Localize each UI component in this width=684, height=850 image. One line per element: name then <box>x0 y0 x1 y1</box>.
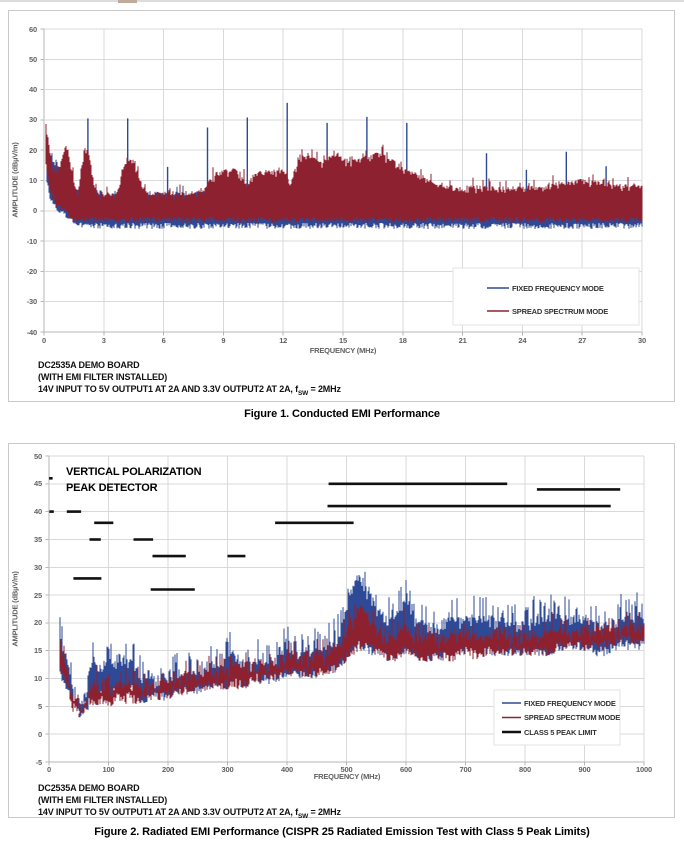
x-tick-label: 100 <box>102 764 115 774</box>
x-tick-label: 21 <box>458 336 467 345</box>
figure2-legend-fixed-frequency: FIXED FREQUENCY MODE <box>524 698 616 708</box>
figure2-caption: Figure 2. Radiated EMI Performance (CISPR 25 Radiated Emission Test with Class 5 Peak Limits) <box>94 826 590 838</box>
y-tick-label: 45 <box>34 479 42 489</box>
y-tick-label: 50 <box>29 54 37 64</box>
y-tick-label: 20 <box>29 145 37 155</box>
y-tick-label: -40 <box>26 327 37 337</box>
y-tick-label: 0 <box>33 206 37 216</box>
x-tick-label: 500 <box>340 764 353 774</box>
y-tick-label: 10 <box>29 176 37 185</box>
figure2-board-line3 <box>38 807 341 822</box>
y-tick-label: -10 <box>26 236 37 246</box>
y-tick-label: 10 <box>34 674 42 684</box>
figure1-y-axis-title: AMPLITUDE (dBµV/m) <box>10 142 20 218</box>
figure1-legend-box <box>453 268 639 325</box>
y-tick-label: -5 <box>35 757 42 767</box>
y-tick-label: 60 <box>29 24 37 34</box>
x-tick-label: 30 <box>638 336 646 345</box>
figure1-board-line2: (WITH EMI FILTER INSTALLED) <box>38 372 168 382</box>
x-tick-label: 0 <box>47 764 51 774</box>
figure1-legend-spread-spectrum: SPREAD SPECTRUM MODE <box>512 306 609 316</box>
y-tick-label: 0 <box>38 729 42 739</box>
y-tick-label: 35 <box>34 534 42 544</box>
figure1-board-line3-post: = 2MHz <box>308 384 341 394</box>
figure1-board-line1: DC2535A DEMO BOARD <box>38 360 140 370</box>
y-tick-label: 15 <box>34 646 42 656</box>
x-tick-label: 0 <box>42 336 46 345</box>
y-tick-label: 20 <box>34 618 42 628</box>
x-tick-label: 300 <box>221 764 234 774</box>
x-tick-label: 1000 <box>636 764 652 774</box>
x-tick-label: 600 <box>400 764 412 774</box>
y-tick-label: -30 <box>26 297 37 307</box>
figure2-board-line3-post: = 2MHz <box>308 807 341 817</box>
figure2-legend-class5-limit: CLASS 5 PEAK LIMIT <box>524 727 597 737</box>
x-tick-label: 900 <box>578 764 591 774</box>
figure1-caption: Figure 1. Conducted EMI Performance <box>244 408 440 420</box>
x-tick-label: 24 <box>518 336 527 345</box>
figure2-legend-spread-spectrum: SPREAD SPECTRUM MODE <box>524 713 621 722</box>
figure1-board-line3 <box>38 384 341 399</box>
x-tick-label: 12 <box>279 336 288 345</box>
y-tick-label: -20 <box>26 266 37 276</box>
y-tick-label: 40 <box>34 507 42 517</box>
x-tick-label: 700 <box>459 764 472 774</box>
y-tick-label: 25 <box>34 590 42 600</box>
x-tick-label: 3 <box>101 336 106 345</box>
figure2-board-line2: (WITH EMI FILTER INSTALLED) <box>38 795 168 805</box>
x-tick-label: 6 <box>161 336 166 345</box>
figure2-y-axis-title: AMPLITUDE (dBµV/m) <box>10 571 20 647</box>
x-tick-label: 9 <box>221 336 226 345</box>
figure2-board-line3-pre: 14V INPUT TO 5V OUTPUT1 AT 2A AND 3.3V OUTPUT2 AT 2A, f <box>38 807 298 817</box>
spread-spectrum-trace <box>46 124 642 223</box>
x-tick-label: 400 <box>281 764 293 774</box>
x-tick-label: 15 <box>339 336 347 345</box>
figure1-board-line3-sub: SW <box>297 389 309 397</box>
figure2-annotation-line1: VERTICAL POLARIZATION <box>66 466 202 478</box>
figure1-x-axis-title: FREQUENCY (MHz) <box>309 346 377 355</box>
x-tick-label: 200 <box>162 764 174 774</box>
y-tick-label: 30 <box>34 562 42 572</box>
y-tick-label: 40 <box>29 85 37 95</box>
class5-peak-limit-segments <box>49 478 620 589</box>
figure2-board-line3-sub: SW <box>297 812 309 820</box>
figure1-legend-fixed-frequency: FIXED FREQUENCY MODE <box>512 283 604 293</box>
y-tick-label: 5 <box>38 701 42 711</box>
figure1-board-line3-pre: 14V INPUT TO 5V OUTPUT1 AT 2A AND 3.3V OUTPUT2 AT 2A, f <box>38 384 298 394</box>
figure2-x-axis-title: FREQUENCY (MHz) <box>313 772 381 781</box>
figure2-board-line1: DC2535A DEMO BOARD <box>38 783 140 793</box>
x-tick-label: 18 <box>398 336 407 345</box>
x-tick-label: 27 <box>578 336 587 345</box>
x-tick-label: 800 <box>519 764 531 774</box>
y-tick-label: 50 <box>34 451 42 461</box>
figure2-annotation-line2: PEAK DETECTOR <box>66 482 158 494</box>
y-tick-label: 30 <box>29 115 37 125</box>
